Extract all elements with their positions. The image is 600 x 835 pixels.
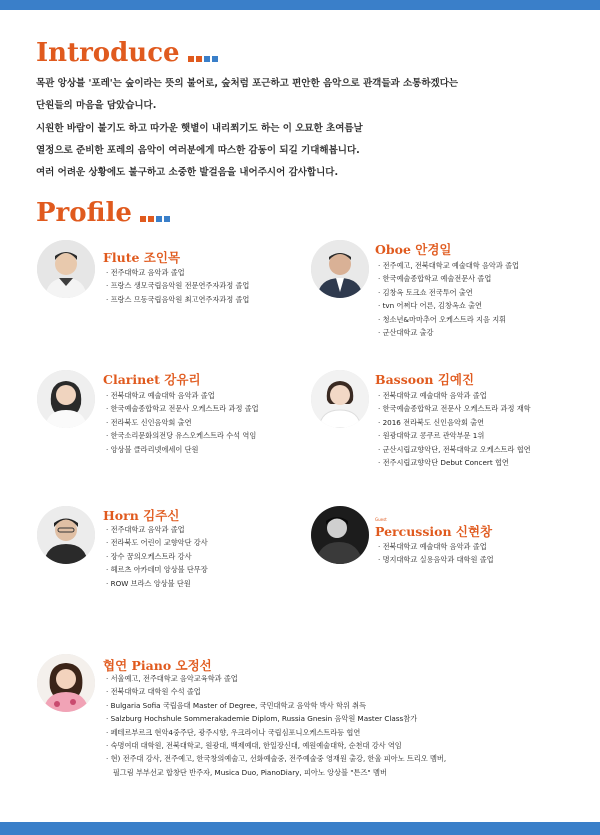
percussion-career-list xyxy=(378,540,494,567)
profile-title: Profile xyxy=(36,198,132,228)
list-item: · 앙상블 클라리넷에세이 단원 xyxy=(106,443,259,456)
piano-name: 협연 Piano 오정선 xyxy=(103,658,212,673)
intro-line: 목관 앙상블 '포레'는 숲이라는 뜻의 불어로, 숲처럼 포근하고 편안한 음악으로 관객들과 소통하겠다는 xyxy=(36,78,459,89)
oboe-player-photo xyxy=(311,240,369,298)
intro-line: 열정으로 준비한 포레의 음악이 여러분에게 따스한 감동이 되길 기대해봅니다. xyxy=(36,144,360,156)
list-item: · 전북대학교 예술대학 음악과 졸업 xyxy=(106,389,259,402)
list-item: · 전북대학교 예술대학 음악과 졸업 xyxy=(378,540,494,553)
list-item: · 전주대학교 음악과 졸업 xyxy=(106,523,208,536)
title-dots-icon xyxy=(188,56,218,62)
horn-name: Horn 김주신 xyxy=(103,508,180,523)
flute-player-photo xyxy=(37,240,95,298)
piano-career-list xyxy=(106,672,446,779)
percussion-name: Percussion 신현창 xyxy=(375,524,493,539)
list-item: · tvn 어쩌다 어른, 김창옥쇼 출연 xyxy=(378,299,519,312)
bassoon-name: Bassoon 김예진 xyxy=(375,372,475,387)
list-item: · 한국소리문화의전당 유스오케스트라 수석 역임 xyxy=(106,429,259,442)
list-item: · 한국예술종합학교 전문사 오케스트라 과정 재학 xyxy=(378,402,531,415)
list-item: · 전북대학교 예술대학 음악과 졸업 xyxy=(378,389,531,402)
list-item: · 전주시립교향악단 Debut Concert 협연 xyxy=(378,456,531,469)
piano-player-photo xyxy=(37,654,95,712)
list-item: · 현) 전주대 강사, 전주예고, 한국창의예술고, 선화예술중, 전주예술중 영재원 출강, 한울 피아노 트리오 멤버, xyxy=(106,752,446,765)
list-item: · 2016 전라북도 신인음악회 출연 xyxy=(378,416,531,429)
list-item: · 장수 꿈의오케스트라 강사 xyxy=(106,550,208,563)
list-item: · 청소년&마마추어 오케스트라 지음 지휘 xyxy=(378,313,519,326)
list-item: · 한국예술종합학교 예술전문사 졸업 xyxy=(378,272,519,285)
list-item: · 서울예고, 전주대학교 음악교육학과 졸업 xyxy=(106,672,446,685)
top-bar xyxy=(0,0,600,10)
list-item: 필그림 부부선교 합창단 반주자, Musica Duo, PianoDiary, 피아노 앙상블 "튼즈" 멤버 xyxy=(112,767,387,777)
bassoon-player-photo xyxy=(311,370,369,428)
list-item: · Salzburg Hochshule Sommerakademie Diplom, Russia Gnesin 음악원 Master Class참가 xyxy=(106,712,446,725)
list-item: · 전주예고, 전북대학교 예술대학 음악과 졸업 xyxy=(378,259,519,272)
list-item: · 전북대학교 대학원 수석 졸업 xyxy=(106,685,446,698)
percussion-player-photo xyxy=(311,506,369,564)
list-item: · Bulgaria Sofia 국립음대 Master of Degree, 국민대학교 음악학 박사 학위 취득 xyxy=(106,699,446,712)
oboe-career-list xyxy=(378,259,519,339)
list-item: · 전라북도 어린이 교향악단 강사 xyxy=(106,536,208,549)
clarinet-name: Clarinet 강유리 xyxy=(103,372,201,387)
clarinet-player-photo xyxy=(37,370,95,428)
list-item: · 명지대학교 실용음악과 대학원 졸업 xyxy=(378,553,494,566)
list-item: · 원광대학교 콩쿠르 관악부문 1위 xyxy=(378,429,531,442)
bottom-bar xyxy=(0,822,600,835)
list-item: · ROW 브라스 앙상블 단원 xyxy=(106,577,208,590)
list-item: · 페테르부르크 현악4중주단, 광주시향, 우크라이나 국립심포니오케스트라등 협연 xyxy=(106,726,446,739)
list-item: · 군산대학교 출강 xyxy=(378,326,519,339)
clarinet-career-list xyxy=(106,389,259,456)
list-item: · 전라북도 신인음악회 출연 xyxy=(106,416,259,429)
profile-heading xyxy=(36,198,170,228)
bassoon-career-list xyxy=(378,389,531,469)
intro-line: 시원한 바람이 불기도 하고 따가운 햇볕이 내리쬐기도 하는 이 오묘한 초여름날 xyxy=(36,122,363,134)
title-dots-icon xyxy=(140,216,170,222)
list-item: · 한국예술종합학교 전문사 오케스트라 과정 졸업 xyxy=(106,402,259,415)
oboe-name: Oboe 안경일 xyxy=(375,242,452,257)
list-item: · 헤르츠 아카데미 앙상블 단무장 xyxy=(106,563,208,576)
horn-career-list xyxy=(106,523,208,590)
intro-text xyxy=(36,73,576,184)
guest-label: Guest xyxy=(375,517,387,522)
introduce-title: Introduce xyxy=(36,38,180,68)
horn-player-photo xyxy=(37,506,95,564)
flute-career-list xyxy=(106,266,249,306)
list-item: · 프랑스 생모국립음악원 전문연주자과정 졸업 xyxy=(106,279,249,292)
intro-line: 여러 어려운 상황에도 불구하고 소중한 발걸음을 내어주시어 감사합니다. xyxy=(36,167,339,179)
introduce-heading xyxy=(36,38,218,68)
list-item: · 전주대학교 음악과 졸업 xyxy=(106,266,249,279)
intro-line: 단원들의 마음을 담았습니다. xyxy=(36,100,157,112)
list-item: · 김창옥 토크쇼 전국투어 출연 xyxy=(378,286,519,299)
flute-name: Flute 조인목 xyxy=(103,250,181,265)
list-item: · 군산시립교향악단, 전북대학교 오케스트라 협연 xyxy=(378,443,531,456)
list-item: · 숙명여대 대학원, 전북대학교, 원광대, 백제예대, 한일장신대, 예원예술대학, 순천대 강사 역임 xyxy=(106,739,446,752)
list-item: · 프랑스 므동국립음악원 최고연주자과정 졸업 xyxy=(106,293,249,306)
